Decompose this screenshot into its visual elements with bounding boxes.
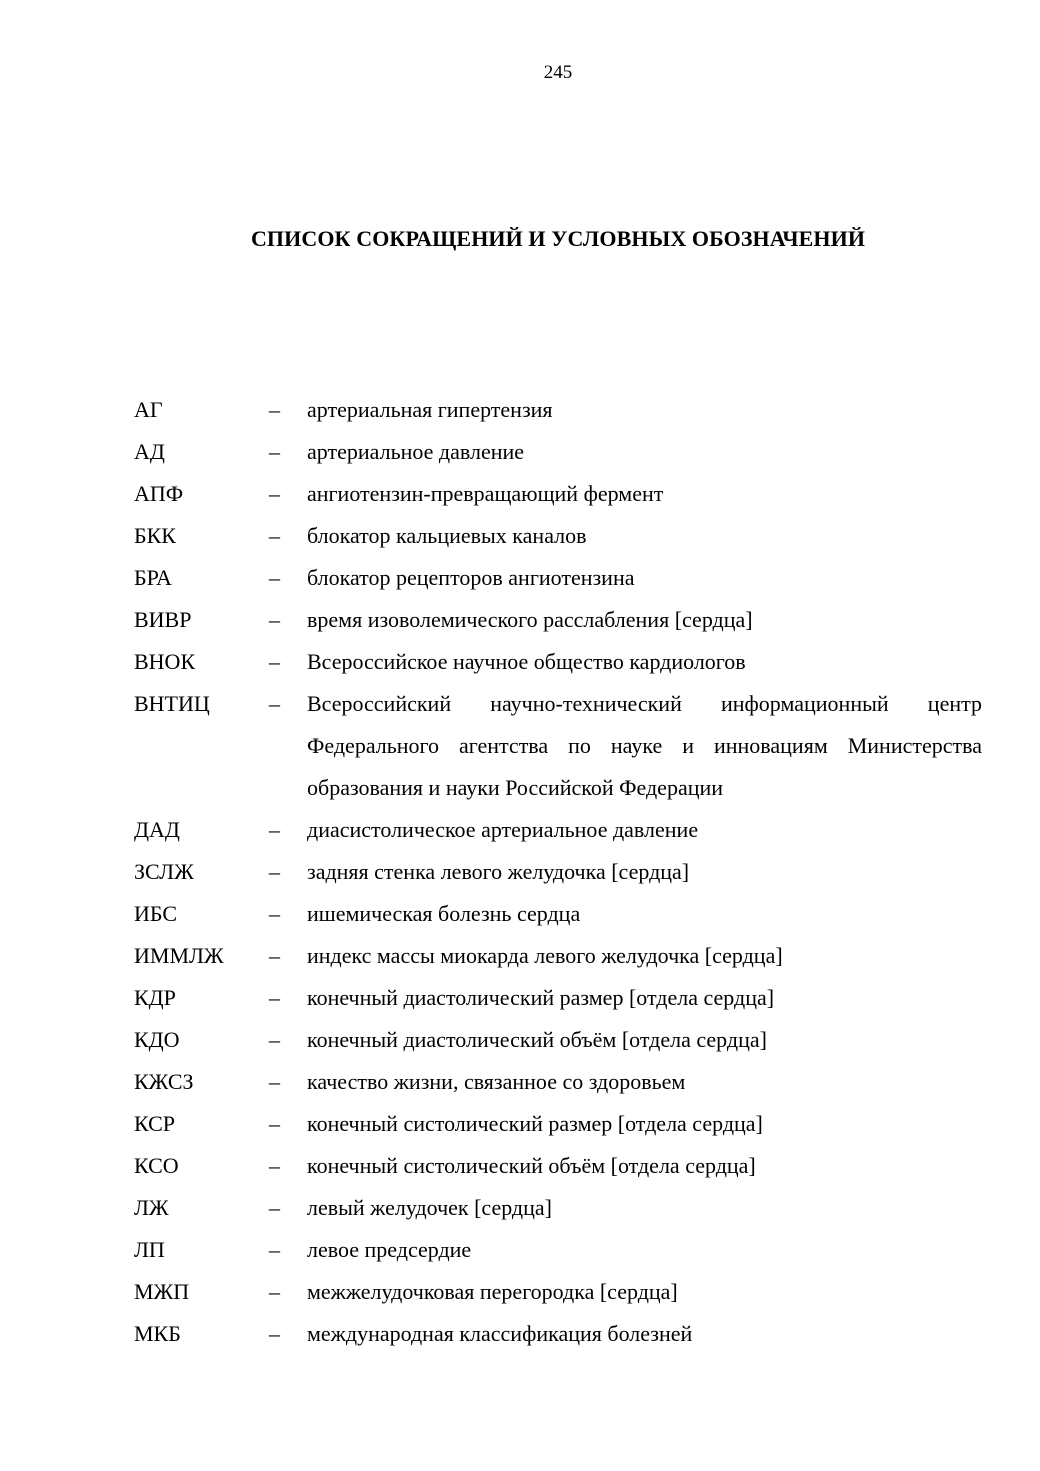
abbreviation-definition: время изоволемического расслабления [сердца] xyxy=(307,607,753,632)
abbreviation-row xyxy=(134,515,982,557)
abbreviation-dash: – xyxy=(269,1069,280,1094)
abbreviation-definition: конечный диастолический объём [отдела сердца] xyxy=(307,1027,767,1052)
abbreviation-dash: – xyxy=(269,1237,280,1262)
abbreviation-row xyxy=(134,1187,982,1229)
abbreviation-dash: – xyxy=(269,1195,280,1220)
page-title: СПИСОК СОКРАЩЕНИЙ И УСЛОВНЫХ ОБОЗНАЧЕНИЙ xyxy=(250,226,866,251)
abbreviation-row xyxy=(134,1145,982,1187)
abbreviation-definition: артериальное давление xyxy=(307,439,525,464)
abbreviation-definition: межжелудочковая перегородка [сердца] xyxy=(307,1279,678,1304)
abbreviation-row xyxy=(134,1271,982,1313)
abbreviation-dash: – xyxy=(269,859,280,884)
abbreviation-dash: – xyxy=(269,691,280,716)
abbreviation-dash: – xyxy=(269,397,280,422)
abbreviation-dash: – xyxy=(269,943,280,968)
abbreviation-term: АПФ xyxy=(134,481,184,506)
abbreviation-row xyxy=(134,1229,982,1271)
abbreviation-term: МКБ xyxy=(134,1321,181,1346)
abbreviation-row xyxy=(134,1313,982,1355)
abbreviation-term: КЖСЗ xyxy=(134,1069,194,1094)
abbreviation-definition: диасистолическое артериальное давление xyxy=(307,817,699,842)
abbreviation-definition: индекс массы миокарда левого желудочка [сердца] xyxy=(307,943,783,968)
abbreviation-definition: ишемическая болезнь сердца xyxy=(307,901,581,926)
abbreviation-row xyxy=(134,977,982,1019)
abbreviation-term: БРА xyxy=(134,565,172,590)
abbreviation-row xyxy=(134,893,982,935)
abbreviation-term: КДР xyxy=(134,985,176,1010)
abbreviation-term: ЛЖ xyxy=(134,1195,169,1220)
abbreviation-definition: блокатор кальциевых каналов xyxy=(307,523,587,548)
abbreviation-dash: – xyxy=(269,607,280,632)
abbreviation-dash: – xyxy=(269,1027,280,1052)
abbreviation-row xyxy=(134,431,982,473)
abbreviation-term: МЖП xyxy=(134,1279,190,1304)
abbreviation-term: ВНОК xyxy=(134,649,196,674)
abbreviation-dash: – xyxy=(269,985,280,1010)
abbreviation-term: БКК xyxy=(134,523,176,548)
abbreviation-row xyxy=(134,641,982,683)
abbreviation-list xyxy=(134,389,982,1355)
abbreviation-row xyxy=(134,557,982,599)
abbreviation-definition: левое предсердие xyxy=(307,1237,472,1262)
abbreviation-dash: – xyxy=(269,817,280,842)
abbreviation-dash: – xyxy=(269,1279,280,1304)
abbreviation-term: ВНТИЦ xyxy=(134,691,210,716)
abbreviation-dash: – xyxy=(269,1111,280,1136)
abbreviation-definition: международная классификация болезней xyxy=(307,1321,693,1346)
abbreviation-term: ЗСЛЖ xyxy=(134,859,194,884)
abbreviation-dash: – xyxy=(269,1153,280,1178)
abbreviation-dash: – xyxy=(269,649,280,674)
abbreviation-term: ВИВР xyxy=(134,607,192,632)
abbreviation-row xyxy=(134,473,982,515)
abbreviation-dash: – xyxy=(269,523,280,548)
abbreviation-definition: Всероссийский научно-технический информационный центр Федерального агентства по науке и инновациям Министерства образования и науки Российской Федерации xyxy=(307,691,982,800)
abbreviation-term: АГ xyxy=(134,397,163,422)
abbreviation-term: ИБС xyxy=(134,901,178,926)
abbreviation-term: АД xyxy=(134,439,165,464)
page-number: 245 xyxy=(543,62,573,83)
abbreviation-row xyxy=(134,389,982,431)
abbreviation-term: КДО xyxy=(134,1027,180,1052)
abbreviation-row xyxy=(134,1019,982,1061)
abbreviation-term: ИММЛЖ xyxy=(134,943,224,968)
abbreviation-definition: Всероссийское научное общество кардиологов xyxy=(307,649,746,674)
abbreviation-dash: – xyxy=(269,565,280,590)
abbreviation-dash: – xyxy=(269,439,280,464)
abbreviation-row xyxy=(134,599,982,641)
abbreviation-definition: конечный систолический объём [отдела сердца] xyxy=(307,1153,756,1178)
abbreviation-definition: задняя стенка левого желудочка [сердца] xyxy=(307,859,690,884)
abbreviation-dash: – xyxy=(269,901,280,926)
abbreviation-definition: артериальная гипертензия xyxy=(307,397,553,422)
abbreviation-row xyxy=(134,935,982,977)
abbreviation-definition: конечный диастолический размер [отдела сердца] xyxy=(307,985,775,1010)
abbreviation-definition: качество жизни, связанное со здоровьем xyxy=(307,1069,686,1094)
abbreviation-term: КСО xyxy=(134,1153,179,1178)
abbreviation-term: ЛП xyxy=(134,1237,165,1262)
abbreviation-row xyxy=(134,851,982,893)
abbreviation-definition: блокатор рецепторов ангиотензина xyxy=(307,565,635,590)
abbreviation-dash: – xyxy=(269,481,280,506)
abbreviation-row xyxy=(134,809,982,851)
abbreviation-term: КСР xyxy=(134,1111,176,1136)
abbreviation-term: ДАД xyxy=(134,817,180,842)
abbreviation-row xyxy=(134,1061,982,1103)
abbreviation-definition: левый желудочек [сердца] xyxy=(307,1195,552,1220)
abbreviation-definition: конечный систолический размер [отдела сердца] xyxy=(307,1111,763,1136)
abbreviation-definition: ангиотензин-превращающий фермент xyxy=(307,481,664,506)
abbreviation-row xyxy=(134,683,982,809)
abbreviation-row xyxy=(134,1103,982,1145)
abbreviation-dash: – xyxy=(269,1321,280,1346)
